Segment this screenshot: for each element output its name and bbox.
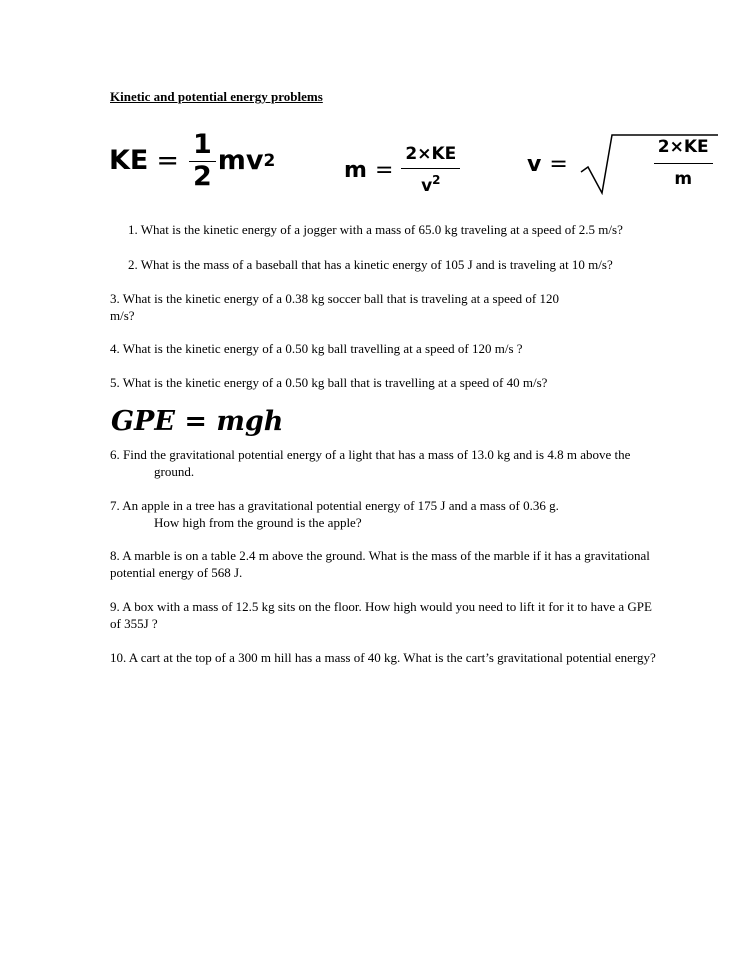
question-3-line-1: 3. What is the kinetic energy of a 0.38 kg soccer ball that is traveling at a speed of 120 xyxy=(110,291,559,306)
question-3 xyxy=(110,290,742,324)
mass-denominator-base: v xyxy=(421,176,433,196)
question-1-text: 1. What is the kinetic energy of a jogger with a mass of 65.0 kg traveling at a speed of 2.5 m/s? xyxy=(128,222,623,237)
question-10 xyxy=(110,649,742,666)
question-8-line-2: potential energy of 568 J. xyxy=(110,565,243,580)
mass-numerator: 2×KE xyxy=(405,144,457,164)
ke-fraction xyxy=(189,131,216,190)
question-7 xyxy=(110,497,742,531)
question-5-text: 5. What is the kinetic energy of a 0.50 kg ball that is travelling at a speed of 40 m/s? xyxy=(110,375,548,390)
mass-fraction-bar xyxy=(401,168,460,169)
question-5 xyxy=(110,374,742,391)
kinetic-energy-formula xyxy=(109,131,275,190)
question-2-text: 2. What is the mass of a baseball that has a kinetic energy of 105 J and is traveling at 10 m/s? xyxy=(128,257,613,272)
mass-fraction xyxy=(401,146,460,195)
question-2 xyxy=(110,256,742,273)
velocity-denominator: m xyxy=(674,169,693,189)
velocity-fraction xyxy=(654,139,713,188)
question-6-line-1: 6. Find the gravitational potential energy of a light that has a mass of 13.0 kg and is 4.8 m above the xyxy=(110,447,631,462)
question-1 xyxy=(110,221,742,238)
velocity-lhs: v xyxy=(527,151,542,177)
question-8 xyxy=(110,547,742,581)
velocity-equals: = xyxy=(549,151,568,177)
ke-lhs: KE xyxy=(109,145,149,176)
question-7-line-1: 7. An apple in a tree has a gravitational potential energy of 175 J and a mass of 0.36 g. xyxy=(110,498,559,513)
question-6-line-2: ground. xyxy=(154,464,195,479)
ke-body: mv xyxy=(217,145,264,176)
ke-denominator: 2 xyxy=(193,161,212,192)
question-4-text: 4. What is the kinetic energy of a 0.50 kg ball travelling at a speed of 120 m/s ? xyxy=(110,341,523,356)
mass-formula xyxy=(344,146,460,195)
mass-lhs: m xyxy=(344,158,367,183)
question-7-line-2: How high from the ground is the apple? xyxy=(154,515,362,530)
question-8-line-1: 8. A marble is on a table 2.4 m above the ground. What is the mass of the marble if it has a gravitational xyxy=(110,548,650,563)
ke-equals: = xyxy=(156,145,179,176)
square-root xyxy=(578,133,718,195)
question-10-text: 10. A cart at the top of a 300 m hill has a mass of 40 kg. What is the cart’s gravitational potential energy? xyxy=(110,650,656,665)
mass-equals: = xyxy=(374,158,394,183)
question-6 xyxy=(110,446,742,480)
velocity-numerator: 2×KE xyxy=(657,137,709,157)
question-9-line-1: 9. A box with a mass of 12.5 kg sits on the floor. How high would you need to lift it for it to have a GPE xyxy=(110,599,652,614)
mass-denominator xyxy=(417,174,444,195)
worksheet-title: Kinetic and potential energy problems xyxy=(110,89,323,104)
velocity-formula xyxy=(527,133,718,195)
question-9 xyxy=(110,598,742,632)
question-3-line-2: m/s? xyxy=(110,308,135,323)
mass-denominator-exponent: 2 xyxy=(432,173,441,187)
velocity-fraction-bar xyxy=(654,163,713,164)
ke-numerator: 1 xyxy=(193,129,212,160)
ke-exponent: 2 xyxy=(263,150,276,171)
question-9-line-2: of 355J ? xyxy=(110,616,158,631)
question-4 xyxy=(110,340,742,357)
gpe-formula: GPE = mgh xyxy=(111,406,284,437)
